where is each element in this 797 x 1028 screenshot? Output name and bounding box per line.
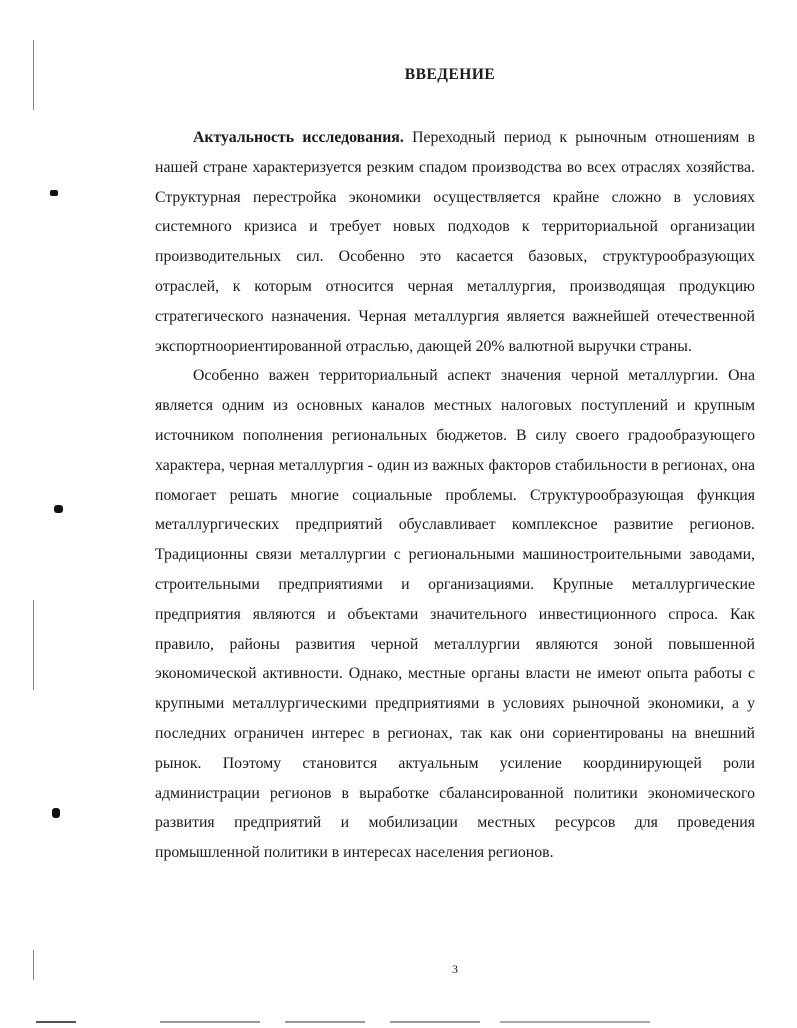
paragraph-lead: Актуальность исследования.	[193, 129, 404, 146]
paragraph-2: Особенно важен территориальный аспект значения черной металлургии. Она является одним из основных каналов местных налоговых поступлений и крупным источником пополнения региональных бюджетов. В силу своего градообразующего характера, черная металлургия - один из важных факторов стабильности в регионах, она помогает решать многие социальные проблемы. Структурообразующая функция металлургических предприятий обуславливает комплексное развитие регионов. Традиционны связи металлургии с региональными машиностроительными заводами, строительными предприятиями и организациями. Крупные металлургические предприятия являются и объектами значительного инвестиционного спроса. Как правило, районы развития черной металлургии являются зоной повышенной экономической активности. Однако, местные органы власти не имеют опыта работы с крупными металлургическими предприятиями в условиях рыночной экономики, а у последних ограничен интерес в регионах, так как они сориентированы на внешний рынок. Поэтому становится актуальным усиление координирующей роли администрации регионов в выработке сбалансированной политики экономического развития предприятий и мобилизации местных ресурсов для проведения промышленной политики в интересах населения регионов.	[155, 367, 755, 862]
paragraph-1	[155, 123, 755, 361]
scan-noise-line	[285, 1021, 365, 1023]
binder-hole-mark	[52, 808, 60, 818]
scan-edge-line	[33, 950, 34, 980]
body-text	[155, 123, 755, 868]
scan-edge-line	[33, 600, 34, 690]
binder-hole-mark	[50, 190, 58, 196]
page-title: ВВЕДЕНИЕ	[404, 66, 496, 83]
binder-hole-mark	[54, 505, 63, 513]
scan-noise-line	[36, 1021, 76, 1023]
scan-noise-line	[500, 1021, 650, 1023]
paragraph-1-text: Переходный период к рыночным отношениям в нашей стране характеризуется резким спадом производства во всех отраслях хозяйства. Структурная перестройка экономики осуществляется крайне сложно в условиях системного кризиса и требует новых подходов к территориальной организации производительных сил. Особенно это касается базовых, структурообразующих отраслей, к которым относится черная металлургия, производящая продукцию стратегического назначения. Черная металлургия является важнейшей отечественной экспортноориентированной отраслью, дающей 20% валютной выручки страны.	[155, 129, 755, 355]
scan-noise-line	[160, 1021, 260, 1023]
scan-noise-line	[390, 1021, 480, 1023]
page-number: 3	[452, 962, 458, 976]
